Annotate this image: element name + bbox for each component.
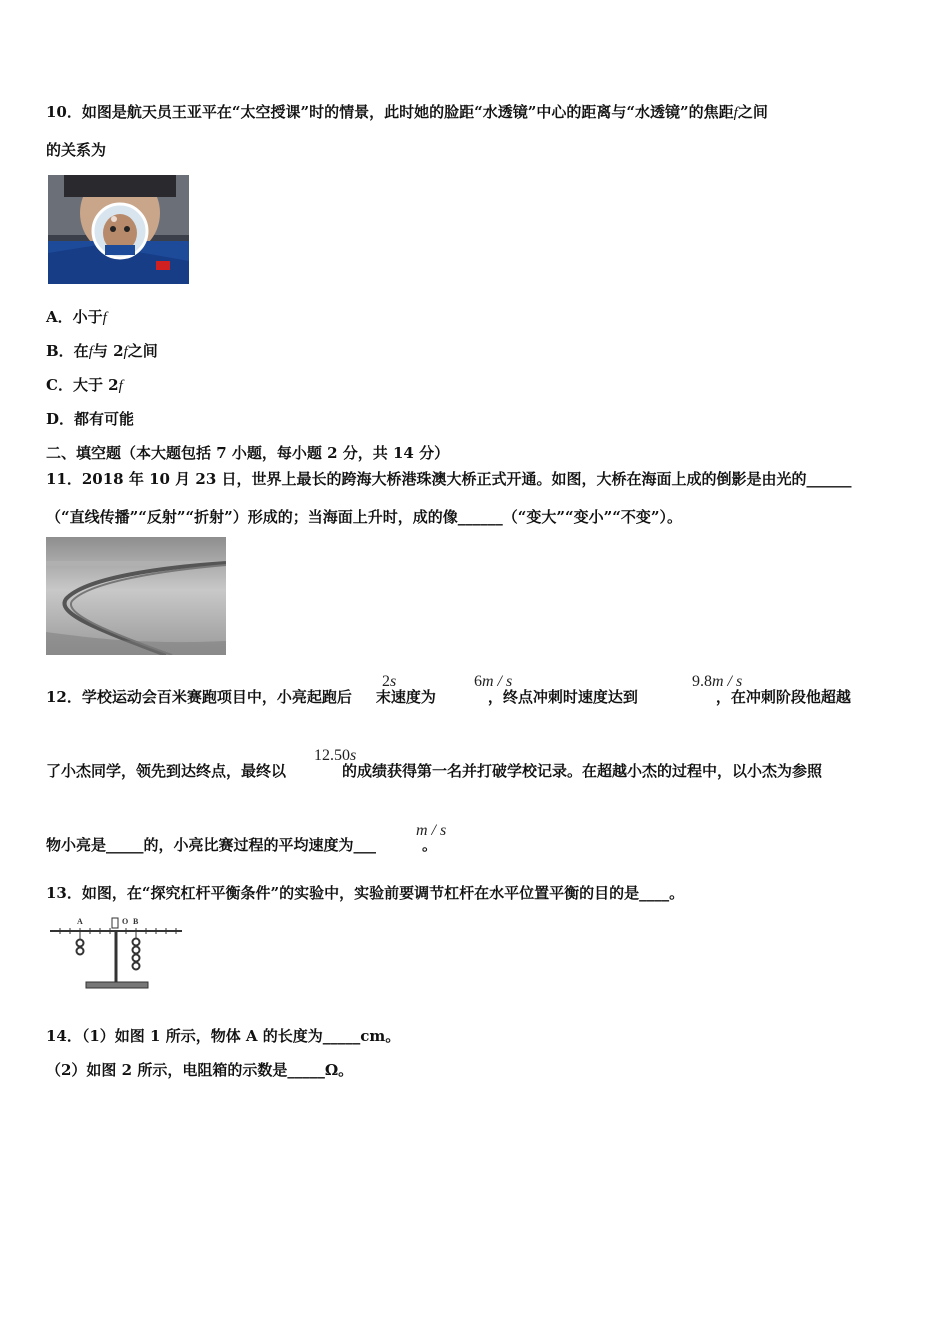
label-a: A — [77, 917, 83, 926]
option-b-label: B．在 — [46, 342, 89, 360]
q13-line1: 13．如图，在“探究杠杆平衡条件”的实验中，实验前要调节杠杆在水平位置平衡的目的是____。 — [46, 884, 685, 902]
option-b-end: 之间 — [127, 342, 158, 360]
q10-option-b[interactable] — [46, 340, 158, 363]
lever-diagram — [46, 912, 186, 994]
q11-line2: （“直线传播”“反射”“折射”）形成的；当海面上升时，成的像______（“变大”“变小”“不变”）。 — [46, 508, 683, 526]
q14-line1: 14．（1）如图 1 所示，物体 A 的长度为_____cm。 — [46, 1027, 401, 1045]
option-a-label: A．小于 — [46, 308, 103, 326]
q12-text-c: ，终点冲刺时速度达到 — [487, 688, 638, 706]
q12-text-g: 物小亮是_____的，小亮比赛过程的平均速度为___ — [46, 836, 377, 854]
option-b-f2: f — [123, 344, 128, 360]
q10-text-end: 之间 — [737, 103, 768, 121]
section-2-heading: 二、填空题（本大题包括 7 小题，每小题 2 分，共 14 分） — [46, 444, 450, 462]
q10-option-a[interactable] — [46, 306, 107, 329]
q12-line3 — [46, 834, 437, 856]
option-a-f: f — [102, 310, 107, 326]
q10-text: 10．如图是航天员王亚平在“太空授课”时的情景，此时她的脸距“水透镜”中心的距离与“水透镜”的焦距 — [46, 103, 734, 121]
q11-line1: 11．2018 年 10 月 23 日，世界上最长的跨海大桥港珠澳大桥正式开通。如图，大桥在海面上成的倒影是由光的______ — [46, 470, 852, 488]
q10-option-d[interactable]: D．都有可能 — [46, 410, 135, 428]
math-12-50s: 12.50s — [314, 747, 357, 764]
option-c-label: C．大于 2 — [46, 376, 119, 394]
q12-text-h: 。 — [422, 836, 438, 854]
math-6ms: 6m / s — [474, 673, 513, 690]
math-ms: m / s — [416, 822, 447, 839]
bridge-photo — [46, 537, 226, 655]
label-o: O — [122, 917, 129, 926]
q10-line1 — [46, 101, 768, 124]
q10-line2: 的关系为 — [46, 141, 107, 159]
q12-text-a: 12．学校运动会百米赛跑项目中，小亮起跑后 — [46, 688, 352, 706]
astronaut-water-lens-photo — [48, 175, 189, 284]
q12-text-d: ，在冲刺阶段他超越 — [715, 688, 851, 706]
q14-line2: （2）如图 2 所示，电阻箱的示数是_____Ω。 — [46, 1061, 354, 1079]
math-2s: 2s — [382, 673, 397, 690]
math-9-8ms: 9.8m / s — [692, 673, 743, 690]
q12-text-f: 的成绩获得第一名并打破学校记录。在超越小杰的过程中，以小杰为参照 — [342, 762, 823, 780]
q12-text-e: 了小杰同学，领先到达终点，最终以 — [46, 762, 287, 780]
q10-f-symbol: f — [733, 105, 738, 121]
option-c-f: f — [118, 378, 123, 394]
q10-option-c[interactable] — [46, 374, 123, 397]
q12-line2 — [46, 760, 822, 782]
option-b-f1: f — [88, 344, 93, 360]
q12-text-b: 末速度为 — [375, 688, 436, 706]
option-b-mid: 与 2 — [92, 342, 124, 360]
label-b: B — [133, 917, 139, 926]
